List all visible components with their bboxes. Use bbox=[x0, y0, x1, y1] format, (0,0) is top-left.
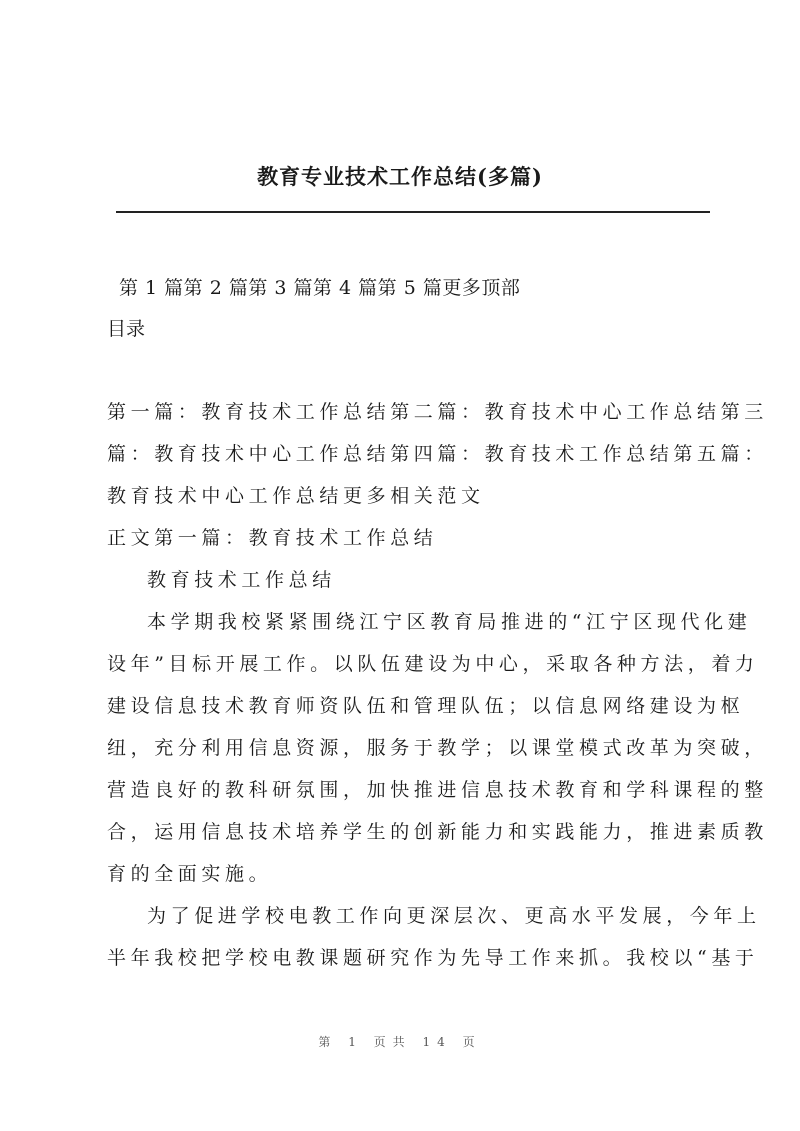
paragraph-line: 为了促进学校电教工作向更深层次、更高水平发展，今年上 bbox=[147, 905, 761, 927]
article-title: 教育技术工作总结 bbox=[147, 569, 336, 591]
section-nav-links[interactable]: 第 1 篇第 2 篇第 3 篇第 4 篇第 5 篇更多顶部 bbox=[119, 277, 521, 299]
toc-label: 目录 bbox=[107, 318, 146, 340]
toc-line: 第一篇：教育技术工作总结第二篇：教育技术中心工作总结第三 bbox=[107, 401, 768, 423]
paragraph-line: 本学期我校紧紧围绕江宁区教育局推进的“江宁区现代化建 bbox=[147, 611, 752, 633]
body-heading: 正文第一篇：教育技术工作总结 bbox=[107, 527, 438, 549]
document-title: 教育专业技术工作总结(多篇) bbox=[257, 164, 543, 189]
paragraph-line: 育的全面实施。 bbox=[107, 863, 273, 885]
paragraph-line: 建设信息技术教育师资队伍和管理队伍；以信息网络建设为枢 bbox=[107, 695, 745, 717]
page-footer: 第 1 页共 14 页 bbox=[318, 1035, 482, 1049]
paragraph-line: 半年我校把学校电教课题研究作为先导工作来抓。我校以“基于 bbox=[107, 947, 759, 969]
paragraph-line: 合，运用信息技术培养学生的创新能力和实践能力，推进素质教 bbox=[107, 821, 768, 843]
paragraph-line: 纽，充分利用信息资源，服务于教学；以课堂模式改革为突破， bbox=[107, 737, 768, 759]
toc-line: 篇：教育技术中心工作总结第四篇：教育技术工作总结第五篇： bbox=[107, 443, 768, 465]
paragraph-line: 设年”目标开展工作。以队伍建设为中心，采取各种方法，着力 bbox=[107, 653, 759, 675]
paragraph-line: 营造良好的教科研氛围，加快推进信息技术教育和学科课程的整 bbox=[107, 779, 768, 801]
toc-line: 教育技术中心工作总结更多相关范文 bbox=[107, 485, 485, 507]
title-divider bbox=[116, 211, 710, 213]
